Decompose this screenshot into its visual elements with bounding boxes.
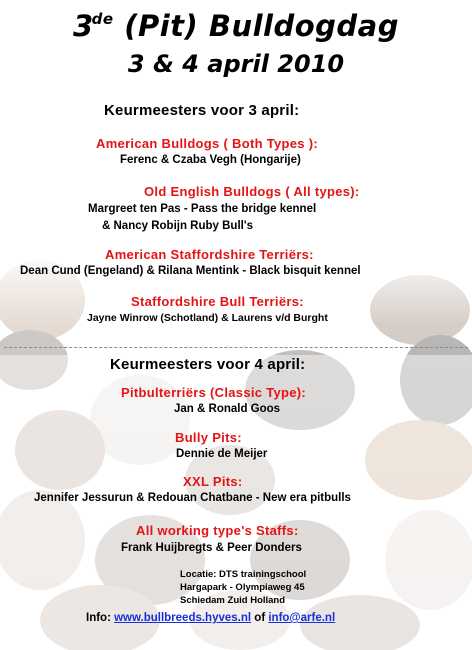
judges-old-english-bulldogs-1: Margreet ten Pas - Pass the bridge kennel [88,203,317,215]
title-number: 3 [72,9,94,43]
section-divider [4,347,468,348]
event-title [0,2,472,43]
category-old-english-bulldogs: Old English Bulldogs ( All types): [144,184,360,199]
category-staffordshire-bull: Staffordshire Bull Terriërs: [131,294,304,309]
email-link[interactable]: info@arfe.nl [268,612,336,624]
location-address: Hargapark - Olympiaweg 45 [180,582,305,593]
title-text: (Pit) Bulldogdag [113,9,400,43]
judges-american-bulldogs: Ferenc & Czaba Vegh (Hongarije) [120,154,301,166]
category-american-staffordshire: American Staffordshire Terriërs: [105,247,314,262]
day2-header: Keurmeesters voor 4 april: [110,356,306,373]
event-date: 3 & 4 april 2010 [127,50,345,78]
category-xxl-pits: XXL Pits: [183,474,243,489]
category-pitbulterriers: Pitbulterriërs (Classic Type): [121,385,307,400]
info-line [86,612,335,624]
title-superscript: de [91,10,114,28]
judges-american-staffordshire: Dean Cund (Engeland) & Rilana Mentink - Black bisquit kennel [20,265,361,277]
location-city: Schiedam Zuid Holland [180,595,286,606]
judges-bully-pits: Dennie de Meijer [176,448,268,460]
website-link[interactable]: www.bullbreeds.hyves.nl [114,612,252,624]
judges-old-english-bulldogs-2: & Nancy Robijn Ruby Bull's [102,220,253,232]
location-venue: Locatie: DTS trainingschool [180,569,307,580]
judges-working-type-staffs: Frank Huijbregts & Peer Donders [121,542,302,554]
judges-pitbulterriers: Jan & Ronald Goos [174,403,281,415]
info-separator: of [251,612,269,624]
category-bully-pits: Bully Pits: [175,430,242,445]
judges-xxl-pits: Jennifer Jessurun & Redouan Chatbane - New era pitbulls [34,492,351,504]
category-working-type-staffs: All working type's Staffs: [136,523,299,538]
day1-header: Keurmeesters voor 3 april: [104,102,300,119]
judges-staffordshire-bull: Jayne Winrow (Schotland) & Laurens v/d Burght [87,312,328,324]
category-american-bulldogs: American Bulldogs ( Both Types ): [96,136,319,151]
info-prefix: Info: [86,612,115,624]
